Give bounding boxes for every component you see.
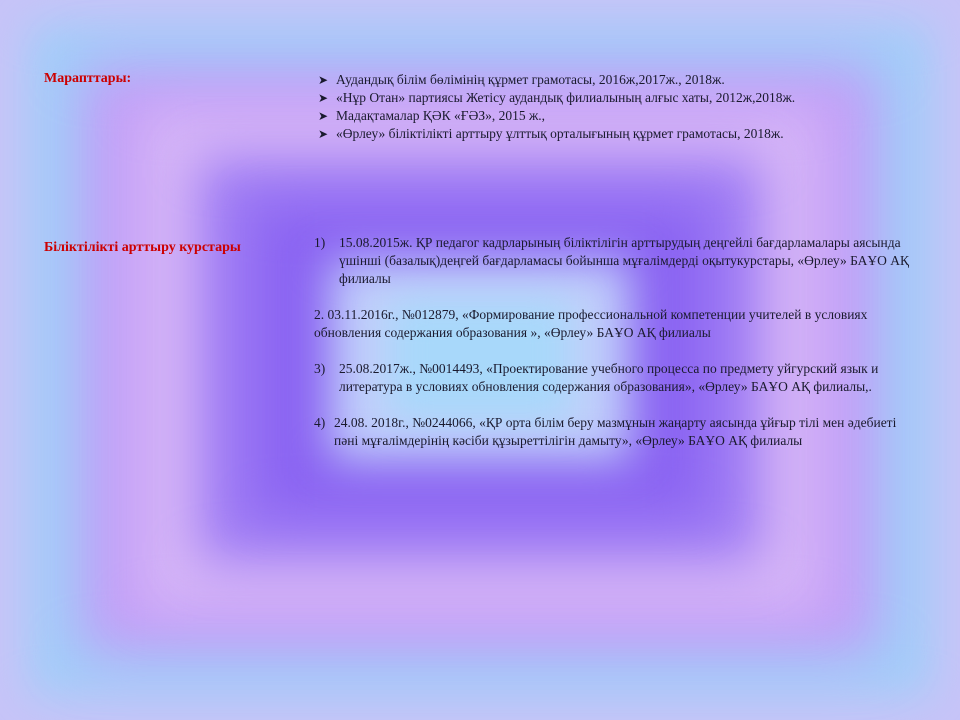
award-text: Мадақтамалар ҚӘК «ҒӘЗ», 2015 ж., xyxy=(336,108,546,123)
awards-list-item xyxy=(318,107,938,125)
course-item xyxy=(314,360,914,396)
award-text: «Өрлеу» біліктілікті арттыру ұлттық орталығының құрмет грамотасы, 2018ж. xyxy=(336,126,784,141)
arrowhead-bullet-icon: ➤ xyxy=(318,91,329,105)
awards-label: Марапттары: xyxy=(44,71,132,86)
course-text: 25.08.2017ж., №0014493, «Проектирование учебного процесса по предмету уйгурский язык и литература в условиях обновления содержания образования», «Өрлеу» БАҰО АҚ филиалы,. xyxy=(339,361,879,394)
course-number: 4) xyxy=(314,415,326,430)
courses-list xyxy=(314,234,914,468)
awards-list-item xyxy=(318,125,938,143)
course-number: 3) xyxy=(314,361,326,376)
courses-label: Біліктілікті арттыру курстары xyxy=(44,240,241,255)
course-text: 15.08.2015ж. ҚР педагог кадрларының біліктілігін арттырудың деңгейлі бағдарламалары аясында үшінші (базалық)деңгей бағдарламасы бойынша мұғалімдерді оқытукурстары, «Өрлеу» БАҰО АҚ филиалы xyxy=(339,235,910,286)
course-item xyxy=(314,234,914,288)
arrowhead-bullet-icon: ➤ xyxy=(318,127,329,141)
arrowhead-bullet-icon: ➤ xyxy=(318,73,329,87)
awards-list xyxy=(318,71,938,143)
course-text: 24.08. 2018г., №0244066, «ҚР орта білім беру мазмұнын жаңарту аясында ұйғыр тілі мен әдебиеті пәні мұғалімдерінің кәсіби құзыреттілігін дамыту», «Өрлеу» БАҰО АҚ филиалы xyxy=(334,415,897,448)
award-text: Аудандық білім бөлімінің құрмет грамотасы, 2016ж,2017ж., 2018ж. xyxy=(336,72,725,87)
awards-list-item xyxy=(318,71,938,89)
course-item xyxy=(314,414,914,450)
course-number: 1) xyxy=(314,235,326,250)
award-text: «Нұр Отан» партиясы Жетісу аудандық филиалының алғыс хаты, 2012ж,2018ж. xyxy=(336,90,796,105)
course-text: 2. 03.11.2016г., №012879, «Формирование профессиональной компетенции учителей в условиях обновления содержания образования », «Өрлеу» БАҰО АҚ филиалы xyxy=(314,307,868,340)
course-item xyxy=(314,306,914,342)
arrowhead-bullet-icon: ➤ xyxy=(318,109,329,123)
awards-list-item xyxy=(318,89,938,107)
